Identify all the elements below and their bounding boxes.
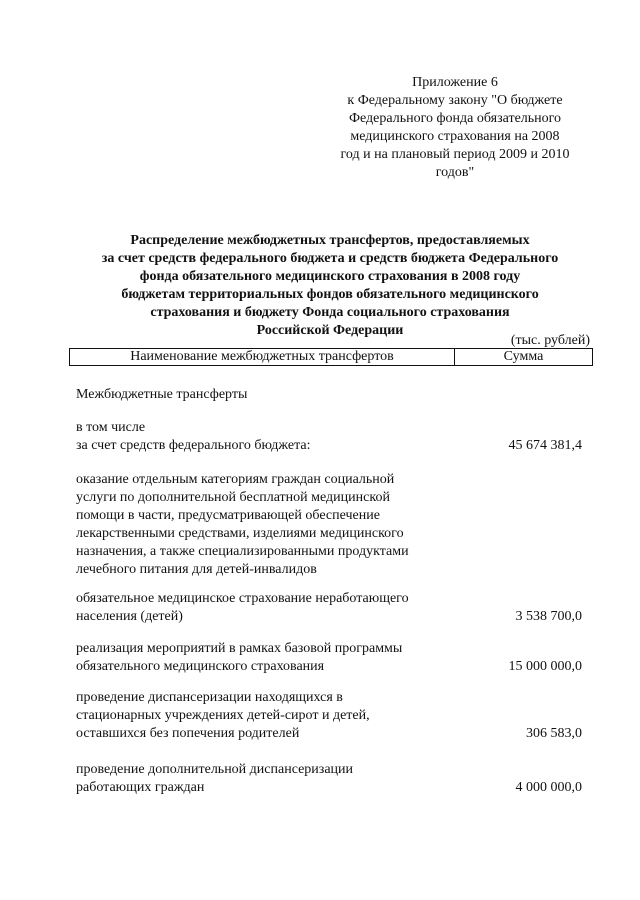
- row-name-line: оказание отдельным категориям граждан социальной: [76, 472, 395, 487]
- document-title: [60, 232, 600, 340]
- row-name: [76, 761, 446, 797]
- row-amount: 4 000 000,0: [515, 780, 582, 795]
- table-row: [76, 640, 582, 676]
- row-name-line: стационарных учреждениях детей-сирот и детей,: [76, 708, 370, 723]
- units-label: (тыс. рублей): [510, 333, 590, 348]
- row-name-line: оставшихся без попечения родителей: [76, 726, 300, 741]
- title-line: страхования и бюджету Фонда социального страхования: [150, 305, 510, 320]
- column-header-name: Наименование межбюджетных трансфертов: [70, 349, 455, 365]
- row-name-line: услуги по дополнительной бесплатной медицинской: [76, 490, 390, 505]
- row-name-line: лекарственными средствами, изделиями медицинского: [76, 526, 404, 541]
- table-row: [76, 590, 582, 626]
- row-name-line: населения (детей): [76, 609, 183, 624]
- row-name: [76, 590, 446, 626]
- row-name-line: лечебного питания для детей-инвалидов: [76, 562, 317, 577]
- table-row: [76, 689, 582, 743]
- appendix-line: к Федеральному закону "О бюджете: [347, 93, 563, 108]
- row-name-line: обязательное медицинское страхование неработающего: [76, 591, 409, 606]
- row-name-line: проведение диспансеризации находящихся в: [76, 690, 343, 705]
- appendix-line: годов": [435, 165, 475, 180]
- title-line: бюджетам территориальных фондов обязательного медицинского: [121, 287, 539, 302]
- appendix-block: [330, 74, 580, 182]
- row-amount: 15 000 000,0: [508, 659, 582, 674]
- table-row: [76, 761, 582, 797]
- row-name-line: Межбюджетные трансферты: [76, 387, 248, 402]
- row-amount: 3 538 700,0: [515, 609, 582, 624]
- row-name: [76, 386, 446, 404]
- row-name-line: проведение дополнительной диспансеризации: [76, 762, 354, 777]
- title-line: фонда обязательного медицинского страхования в 2008 году: [139, 269, 521, 284]
- table-row: [76, 419, 582, 455]
- appendix-line: медицинского страхования на 2008: [350, 129, 560, 144]
- appendix-line: Федерального фонда обязательного: [348, 111, 562, 126]
- row-name-line: реализация мероприятий в рамках базовой программы: [76, 641, 403, 656]
- row-name-line: обязательного медицинского страхования: [76, 659, 325, 674]
- table-row: [76, 386, 582, 404]
- row-name-line: помощи в части, предусматривающей обеспечение: [76, 508, 380, 523]
- appendix-line: год и на плановый период 2009 и 2010: [340, 147, 570, 162]
- column-header-sum: Сумма: [503, 349, 544, 364]
- appendix-line: Приложение 6: [412, 75, 498, 90]
- title-line: Российской Федерации: [256, 323, 404, 338]
- row-amount: 45 674 381,4: [508, 438, 582, 453]
- table-header: [69, 348, 593, 366]
- row-name: [76, 419, 446, 455]
- row-name: [76, 689, 446, 743]
- row-name-line: за счет средств федерального бюджета:: [76, 438, 311, 453]
- title-line: Распределение межбюджетных трансфертов, предоставляемых: [130, 233, 530, 248]
- row-name: [76, 471, 446, 579]
- row-name-line: работающих граждан: [76, 780, 205, 795]
- row-name-line: в том числе: [76, 420, 146, 435]
- title-line: за счет средств федерального бюджета и средств бюджета Федерального: [101, 251, 559, 266]
- row-name-line: назначения, а также специализированными продуктами: [76, 544, 409, 559]
- row-name: [76, 640, 446, 676]
- row-amount: 306 583,0: [526, 726, 582, 741]
- table-row: [76, 471, 582, 579]
